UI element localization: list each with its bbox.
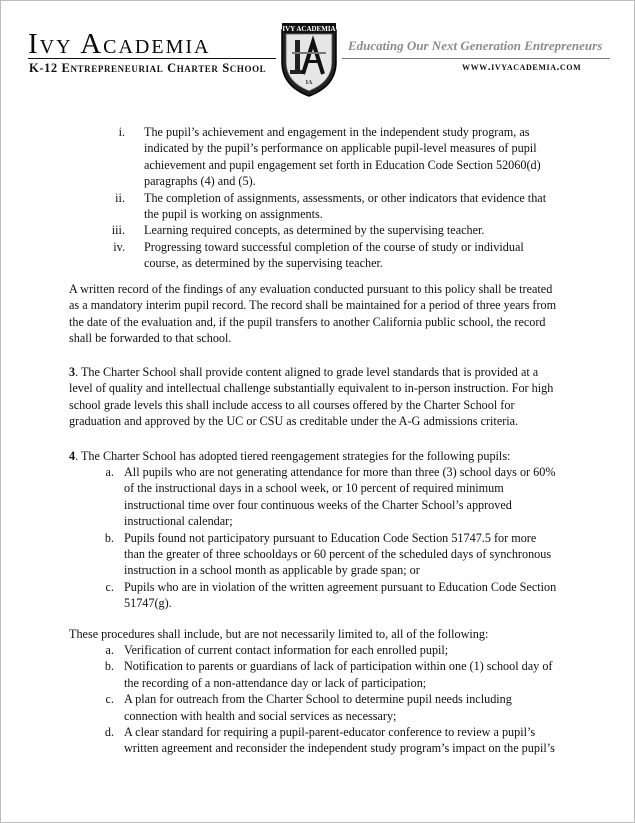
reengagement-item-text-line: Pupils found not participatory pursuant to Education Code Section 51747.5 for more (124, 530, 537, 545)
reengagement-item-text-line: instructional time over four continuous weeks of the Charter School’s approved (124, 497, 512, 512)
procedure-item-text-line: Verification of current contact information for each enrolled pupil; (124, 643, 449, 657)
header-rule-left (28, 58, 276, 59)
reengagement-item-marker: b. (104, 530, 114, 545)
procedure-item-text-line: connection with health and social services as necessary; (124, 708, 397, 723)
paragraph-line: A written record of the findings of any evaluation conducted pursuant to this policy shall be treated (69, 282, 553, 296)
header-rule-right (342, 58, 610, 59)
tagline: Educating Our Next Generation Entrepreneurs (348, 38, 603, 53)
school-crest-logo (278, 22, 340, 98)
paragraph-line: the date of the evaluation and, if the pupil transfers to another California public school, the record (69, 314, 546, 329)
roman-item-text-line: The completion of assignments, assessments, or other indicators that evidence that (144, 190, 547, 205)
paragraph-line: shall be forwarded to that school. (69, 331, 232, 346)
reengagement-item-marker: c. (105, 579, 114, 594)
procedure-item-marker: d. (104, 725, 114, 739)
roman-item-text-line: the pupil is working on assignments. (144, 207, 323, 221)
roman-item-marker: iii. (111, 223, 125, 238)
reengagement-item-text-line: than the greater of three schooldays or 60 percent of the scheduled days of synchronous (124, 547, 552, 561)
paragraph-3-first-line (69, 364, 538, 380)
procedure-item-marker: a. (105, 643, 114, 657)
reengagement-item-text-line: Pupils who are in violation of the written agreement pursuant to Education Code Section (124, 579, 557, 594)
roman-item-marker: iv. (113, 239, 125, 254)
procedure-item-text-line: written agreement and reconsider the independent study program’s impact on the pupil’s (124, 741, 555, 756)
roman-item-marker: i. (118, 125, 125, 139)
roman-item-text-line: Progressing toward successful completion of the course of study or individual (144, 239, 524, 254)
logo-monogram: IA (305, 80, 313, 86)
brand-name: Ivy Academia (28, 28, 211, 60)
procedure-item-marker: c. (105, 692, 114, 707)
paragraph-line: graduation and approved by the UC or CSU as creditable under the A-G admissions criteria. (69, 414, 519, 429)
roman-item-text-line: indicated by the pupil’s performance on applicable pupil-level measures of pupil (144, 141, 537, 156)
roman-item-marker: ii. (115, 190, 125, 205)
paragraph-line: level of quality and intellectual challenge substantially equivalent to in-person instruction. For high (69, 381, 554, 396)
logo-text: IVY ACADEMIA (282, 25, 336, 33)
reengagement-item-text-line: instructional calendar; (124, 514, 233, 529)
paragraph-line: school grade levels this shall include access to all courses offered by the Charter School for (69, 397, 515, 412)
roman-item-text-line: course, as determined by the supervising teacher. (144, 256, 383, 271)
procedure-item-text-line: Notification to parents or guardians of lack of participation within one (1) school day of (124, 659, 553, 674)
procedures-paragraph: These procedures shall include, but are not necessarily limited to, all of the following: (69, 627, 489, 641)
reengagement-item-text-line: instruction in a school month as applicable by grade span; or (124, 563, 420, 578)
roman-item-text-line: Learning required concepts, as determined by the supervising teacher. (144, 223, 485, 238)
reengagement-item-text-line: 51747(g). (124, 596, 172, 611)
website-link[interactable]: www.ivyacademia.com (462, 61, 582, 73)
procedure-item-marker: b. (104, 659, 114, 674)
procedure-item-text-line: the recording of a non-attendance day or lack of participation; (124, 675, 427, 690)
paragraph-text: . The Charter School has adopted tiered reengagement strategies for the following pupils: (75, 449, 511, 463)
section-number: 3 (69, 365, 76, 379)
procedure-item-text-line: A plan for outreach from the Charter School to determine pupil needs including (124, 692, 512, 707)
roman-item-text-line: The pupil’s achievement and engagement in the independent study program, as (144, 125, 530, 139)
roman-item-text-line: paragraphs (4) and (5). (144, 174, 256, 189)
reengagement-item-text-line: All pupils who are not generating attendance for more than three (3) school days or 60% (124, 465, 556, 479)
section-number: 4 (69, 449, 76, 463)
roman-item-text-line: achievement and pupil engagement set forth in Education Code Section 52060(d) (144, 157, 541, 172)
paragraph-text: . The Charter School shall provide content aligned to grade level standards that is provided at a (75, 365, 539, 379)
procedure-item-text-line: A clear standard for requiring a pupil-parent-educator conference to review a pupil’s (124, 725, 536, 739)
paragraph-line: as a mandatory interim pupil record. The record shall be maintained for a period of three years from (69, 298, 557, 313)
reengagement-item-marker: a. (105, 465, 114, 479)
paragraph-4-first-line (69, 448, 510, 464)
reengagement-item-text-line: of the instructional days in a school week, or 10 percent of required minimum (124, 481, 504, 496)
school-subtitle: K-12 Entrepreneurial Charter School (29, 61, 267, 75)
